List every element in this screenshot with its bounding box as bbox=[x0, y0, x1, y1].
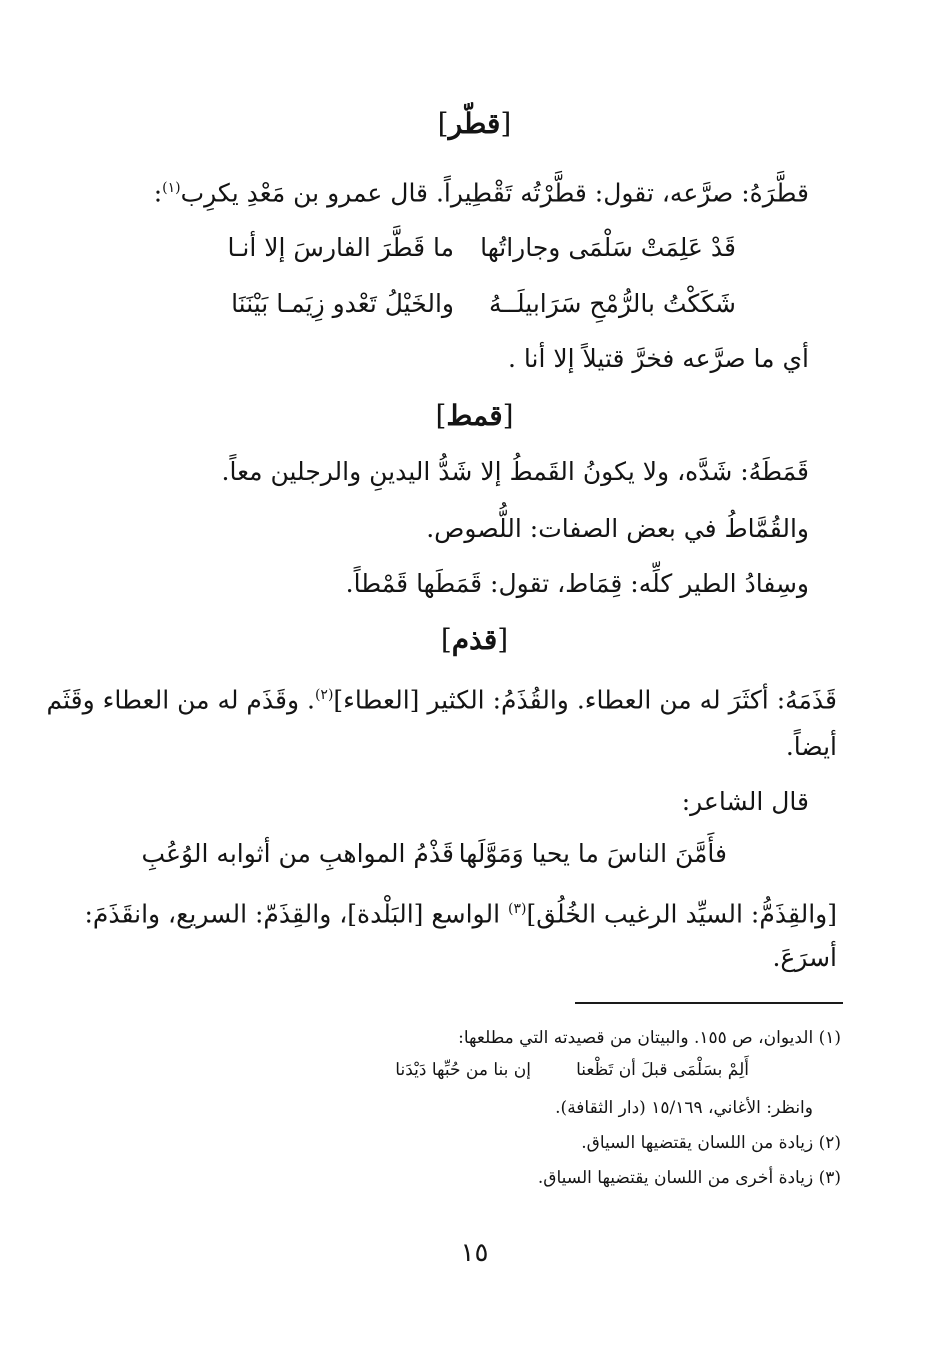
entry-text-line: والقُمَّاطُ في بعض الصفات: اللُّصوص. bbox=[426, 514, 809, 543]
entry-text-line: أسرَعَ. bbox=[772, 943, 837, 972]
footnote-verse-second: إن بنا من حُبِّها دَيْدَنا bbox=[395, 1060, 531, 1080]
entry-text-line: قَذَمَهُ: أكثَرَ له من العطاء. والقُذَمُ: الكثير [العطاء]$^{(٢)}$. وقَذَم له من العطاء وقَثَم bbox=[46, 685, 837, 715]
entry-text-line: أي ما صرَّعه فخرَّ قتيلاً إلا أنا . bbox=[507, 344, 809, 373]
footnote-2: (٢) زيادة من اللسان يقتضيها السياق. bbox=[581, 1133, 841, 1153]
entry-heading-qattar: [قطّر] bbox=[437, 107, 512, 140]
footnote-separator bbox=[575, 1002, 843, 1004]
verse-second-hemistich: ما قَطَّرَ الفارسَ إلا أنـا bbox=[227, 233, 454, 262]
footnote-1-reference: وانظر: الأغاني، ١٥/١٦٩ (دار الثقافة). bbox=[555, 1098, 813, 1118]
entry-text-line: أيضاً. bbox=[785, 732, 837, 761]
entry-heading-qamt: [قمط] bbox=[435, 399, 514, 432]
heading-text: قذم bbox=[451, 623, 498, 656]
entry-text-line: وسِفادُ الطير كلِّه: قِمَاط، تقول: قَمَطَها قَمْطاً. bbox=[345, 569, 809, 598]
footnote-ref: (٣) bbox=[507, 901, 527, 917]
verse-second-hemistich: قَذْمُ المواهبِ من أثوابه الوُعُبِ bbox=[141, 839, 454, 868]
entry-text-line: قَمَطَهُ: شَدَّه، ولا يكونُ القَمطُ إلا شَدُّ اليدينِ والرجلين معاً. bbox=[221, 457, 809, 486]
footnote-ref: (١) bbox=[162, 180, 181, 196]
heading-text: قطّر bbox=[448, 107, 501, 140]
verse-first-hemistich: قَدْ عَلِمَتْ سَلْمَى وجاراتُها bbox=[480, 233, 736, 262]
heading-text: قمط bbox=[446, 399, 503, 432]
entry-text-line: قطَّرَهُ: صرَّعه، تقول: قطَّرْتُه تَقْطِيراً. قال عمرو بن مَعْدِ يكرِب$^{(١)}$: bbox=[153, 178, 809, 208]
page-number: ١٥ bbox=[460, 1238, 489, 1268]
poet-intro: قال الشاعر: bbox=[681, 787, 809, 816]
footnote-1: (١) الديوان، ص ١٥٥. والبيتان من قصيدته التي مطلعها: bbox=[458, 1028, 841, 1048]
verse-first-hemistich: شَكَكْتُ بالرُّمْحِ سَرَابيلَــهُ bbox=[488, 289, 736, 318]
verse-second-hemistich: والخَيْلُ تَعْدو زِيَمـا بَيْنَنَا bbox=[231, 289, 454, 318]
verse-first-hemistich: فأَمَّنَ الناسَ ما يحيا وَمَوَّلَها bbox=[458, 839, 727, 868]
footnote-verse-first: أَلِمْ بسَلْمَى قبلَ أن تَظْعنا bbox=[576, 1060, 749, 1080]
footnote-ref: (٢) bbox=[314, 687, 334, 703]
footnote-3: (٣) زيادة أخرى من اللسان يقتضيها السياق. bbox=[537, 1168, 841, 1188]
entry-heading-qadham: [قذم] bbox=[440, 623, 509, 656]
entry-text-line: [والقِذَمُّ: السيِّد الرغيب الخُلُق]$^{(٣)}$ الواسع [البَلْدة]، والقِذَمّ: السريع، وانقَذَمَ: bbox=[84, 899, 837, 929]
